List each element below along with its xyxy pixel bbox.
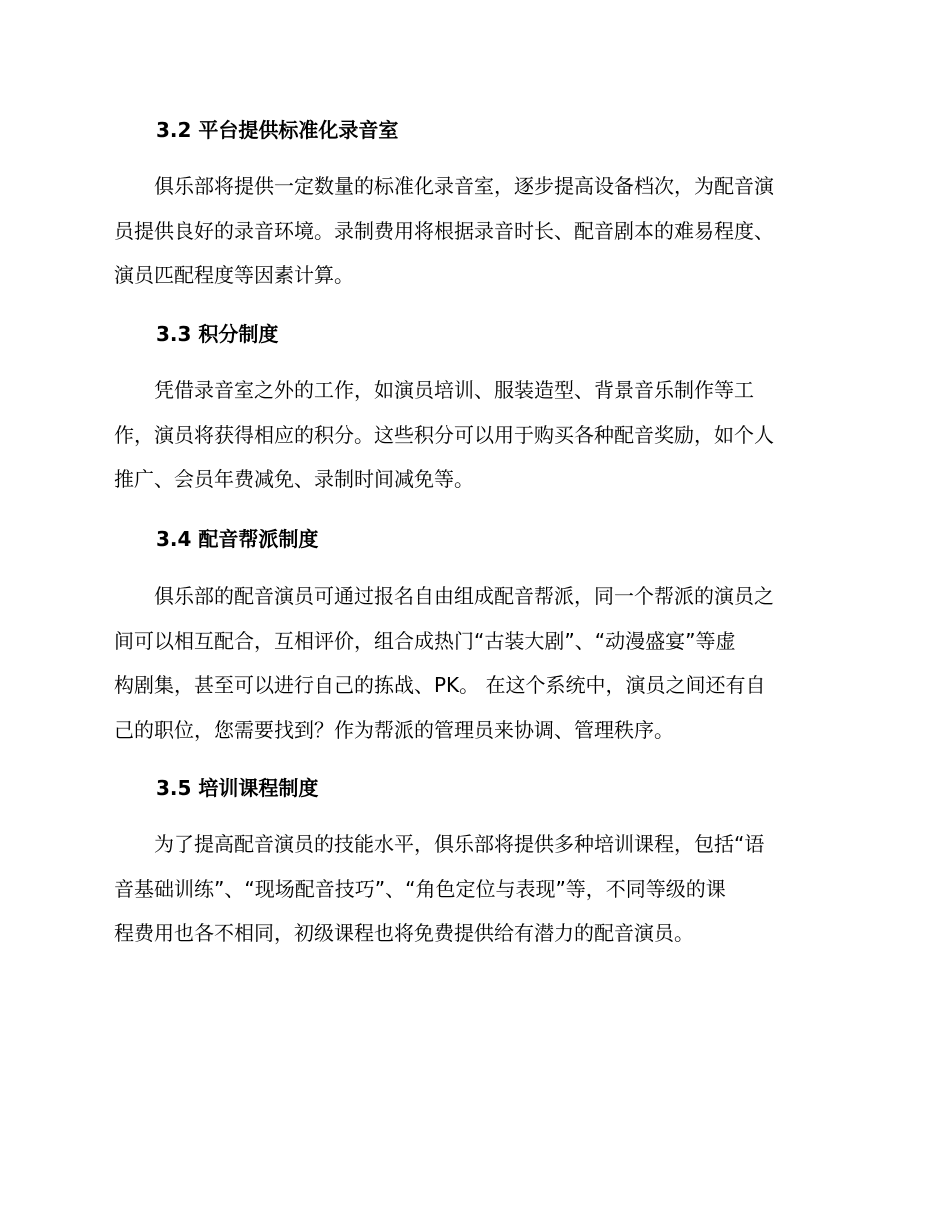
section-heading-3-4: 3.4 配音帮派制度 (156, 527, 319, 551)
paragraph-line: 员提供良好的录音环境。录制费用将根据录音时长、配音剧本的难易程度、 (114, 218, 774, 243)
section-paragraph-3-4 (114, 574, 834, 752)
section-heading-3-5: 3.5 培训课程制度 (156, 776, 319, 800)
section-paragraph-3-5 (114, 822, 834, 956)
paragraph-line: 构剧集，甚至可以进行自己的拣战、PK。 在这个系统中，演员之间还有自 (114, 673, 766, 697)
paragraph-line: 俱乐部的配音演员可通过报名自由组成配音帮派，同一个帮派的演员之 (154, 584, 774, 608)
paragraph-line: 为了提高配音演员的技能水平，俱乐部将提供多种培训课程，包括“语 (154, 832, 765, 856)
paragraph-line: 音基础训练”、“现场配音技巧”、“角色定位与表现”等，不同等级的课 (114, 876, 726, 901)
paragraph-line: 俱乐部将提供一定数量的标准化录音室，逐步提高设备档次，为配音演 (154, 174, 774, 198)
paragraph-line: 间可以相互配合，互相评价，组合成热门“古装大剧”、“动漫盛宴”等虚 (114, 628, 736, 653)
section-heading-3-2: 3.2 平台提供标准化录音室 (156, 118, 399, 142)
section-heading-3-3: 3.3 积分制度 (156, 322, 279, 346)
paragraph-line: 推广、会员年费减免、录制时间减免等。 (114, 467, 474, 491)
paragraph-line: 演员匹配程度等因素计算。 (114, 263, 354, 287)
section-paragraph-3-3 (114, 368, 834, 502)
section-paragraph-3-2 (114, 164, 834, 298)
paragraph-line: 己的职位，您需要找到？作为帮派的管理员来协调、管理秩序。 (114, 717, 674, 742)
paragraph-line: 作，演员将获得相应的积分。这些积分可以用于购买各种配音奖励，如个人 (114, 422, 774, 447)
paragraph-line: 程费用也各不相同，初级课程也将免费提供给有潜力的配音演员。 (114, 921, 694, 945)
paragraph-line: 凭借录音室之外的工作，如演员培训、服装造型、背景音乐制作等工 (154, 378, 754, 402)
